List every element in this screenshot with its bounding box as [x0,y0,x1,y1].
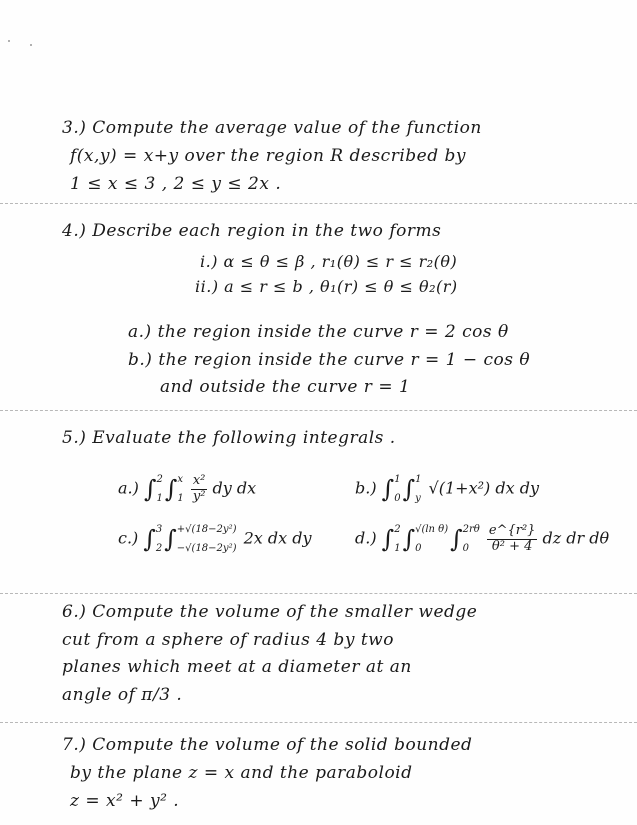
problem-5-line-1: 5.) Evaluate the following integrals . [62,428,396,448]
integral-d-differential: dz dr dθ [542,528,610,548]
integral-limits: 2rθ 0 [462,524,480,554]
problem-6-line-2: cut from a sphere of radius 4 by two [62,630,394,650]
integral-a [118,470,256,508]
integral-b-integrand: √(1+x²) [428,478,491,498]
integral-d-numerator: e^{r²} [488,523,536,539]
problem-3-line-2: f(x,y) = x+y over the region R described by [70,146,466,166]
problem-3-line-3: 1 ≤ x ≤ 3 , 2 ≤ y ≤ 2x . [70,174,282,194]
integral-a-numerator: x² [191,474,208,489]
integral-limits: 3 2 [155,524,163,554]
integral-a-fraction [191,474,208,504]
integral-limits: 2 1 [156,474,163,504]
integral-limits: √(ln θ) 0 [415,524,449,554]
problem-4-form-ii: ii.) a ≤ r ≤ b , θ₁(r) ≤ θ ≤ θ₂(r) [195,277,458,296]
integral-limits: 2 1 [394,524,401,554]
integral-c-integrand: 2x [243,528,263,548]
integral-a-differential: dy dx [212,478,257,498]
problem-4-line-1: 4.) Describe each region in the two forms [62,221,442,241]
integral-d-denominator: θ² + 4 [491,538,533,554]
problem-6-line-1: 6.) Compute the volume of the smaller wedge [62,602,478,622]
integral-sign: ∫ [402,525,416,553]
integral-c-differential: dx dy [267,528,312,548]
integral-sign: ∫ [143,475,157,503]
integral-c-label: c.) [118,528,139,548]
integral-d-label: d.) [355,528,377,548]
divider [0,722,637,723]
integral-limits: 1 y [415,474,422,504]
integral-sign: ∫ [164,475,178,503]
problem-7-line-2: by the plane z = x and the paraboloid [70,763,413,783]
problem-6-line-4: angle of π/3 . [62,685,183,705]
problem-6-line-3: planes which meet at a diameter at an [62,657,412,677]
integral-limits: x 1 [177,474,184,504]
integral-b [355,470,539,508]
integral-d [355,520,609,558]
integral-sign: ∫ [450,525,463,553]
integral-limits: +√(18−2y²) −√(18−2y²) [176,524,237,554]
problem-4-part-b-cont: and outside the curve r = 1 [160,377,411,397]
integral-sign: ∫ [402,475,416,503]
divider [0,203,637,204]
integral-limits: 1 0 [394,474,401,504]
problem-4-form-i: i.) α ≤ θ ≤ β , r₁(θ) ≤ r ≤ r₂(θ) [200,252,458,271]
divider [0,410,637,411]
integral-sign: ∫ [381,525,395,553]
problem-7-line-1: 7.) Compute the volume of the solid bounded [62,735,473,755]
scan-speck [30,44,32,46]
divider [0,593,637,594]
integral-d-fraction [487,524,538,554]
integral-a-label: a.) [118,478,139,498]
problem-4-part-a: a.) the region inside the curve r = 2 cos θ [128,322,509,342]
integral-c [118,520,312,558]
problem-7-line-3: z = x² + y² . [70,791,180,811]
problem-4-part-b: b.) the region inside the curve r = 1 − cos θ [128,350,531,370]
scan-speck [8,40,10,42]
integral-b-differential: dx dy [495,478,539,498]
integral-sign: ∫ [143,525,156,553]
integral-b-label: b.) [355,478,377,498]
integral-sign: ∫ [164,525,177,553]
problem-3-line-1: 3.) Compute the average value of the function [62,118,482,138]
integral-a-denominator: y² [192,488,206,504]
integral-sign: ∫ [381,475,395,503]
